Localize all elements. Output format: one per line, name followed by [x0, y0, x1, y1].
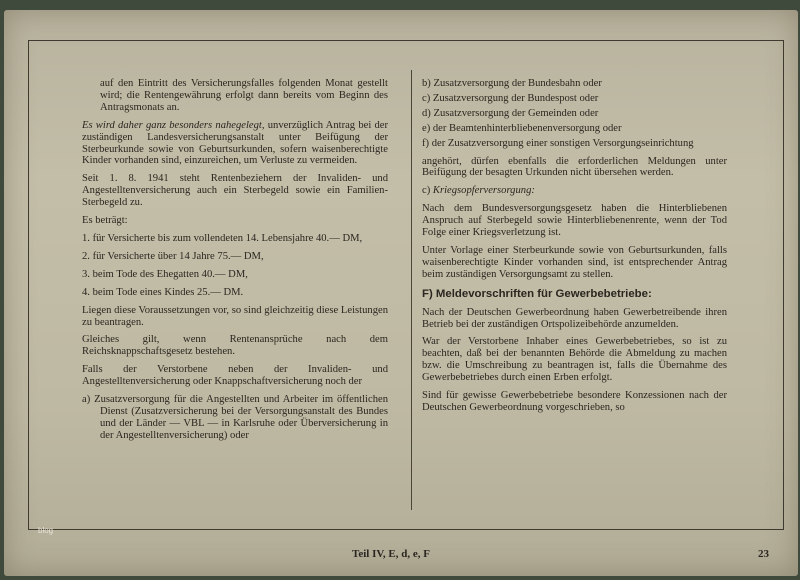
- left-column: [82, 78, 388, 448]
- list-item-c: c) Zusatzversorgung der Bundespost oder: [422, 92, 599, 104]
- right-paragraph-6: Sind für gewisse Gewerbebetriebe besondere Konzessionen nach der Deutschen Gewerbeordnung vorgeschrieben, so: [422, 390, 727, 413]
- left-paragraph-7: Falls der Verstorbene neben der Invaliden- und Angestelltenversicherung oder Knappschaftversicherung noch der: [82, 364, 388, 388]
- kriegsopfer-heading: [422, 185, 727, 197]
- column-divider: [411, 70, 412, 510]
- left-paragraph-5: Liegen diese Voraussetzungen vor, so sind gleichzeitig diese Leistungen zu beantragen.: [82, 304, 388, 328]
- kriegsopfer-title: Kriegsopferversorgung:: [432, 185, 535, 197]
- right-paragraph-5: War der Verstorbene Inhaber eines Gewerbebetriebes, so ist zu beachten, daß bei der benannten Behörde die Abmeldung zu machen bzw. die Umschreibung zu beantragen ist, falls die Übernahme des Gewerbebetriebes durch einen Erben erfolgt.: [422, 336, 727, 384]
- right-column: [422, 78, 727, 420]
- left-paragraph-4: Es beträgt:: [82, 215, 128, 227]
- left-paragraph-6: Gleiches gilt, wenn Rentenansprüche nach dem Reichsknappschaftsgesetz bestehen.: [82, 334, 388, 358]
- right-paragraph-3: Unter Vorlage einer Sterbeurkunde sowie von Geburtsurkunden, falls waisenberechtigte Kinder vorhanden sind, ist entsprechender Antrag beim zuständigen Versorgungsamt zu stellen.: [422, 244, 727, 280]
- left-paragraph-1: auf den Eintritt des Versicherungsfalles folgenden Monat gestellt wird; die Rentengewährung erfolgt dann bereits vom Beginn des Antragsmonats an.: [100, 78, 388, 113]
- right-paragraph-4: Nach der Deutschen Gewerbeordnung haben Gewerbetreibende ihren Betrieb bei der zuständigen Ortspolizeibehörde anzumelden.: [422, 306, 727, 330]
- left-paragraph-3: Seit 1. 8. 1941 steht Rentenbeziehern der Invaliden- und Angestelltenversicherung auch ein Sterbegeld sowie ein Familien-Sterbegeld zu.: [82, 173, 388, 209]
- list-item-d: d) Zusatzversorgung der Gemeinden oder: [422, 107, 599, 119]
- kriegsopfer-label: c): [422, 185, 433, 197]
- list-item: 3. beim Tode des Ehegatten 40.— DM,: [82, 268, 248, 280]
- list-item: 1. für Versicherte bis zum vollendeten 14. Lebensjahre 40.— DM,: [82, 232, 363, 244]
- section-heading-f: F) Meldevorschriften für Gewerbebetriebe:: [422, 287, 652, 300]
- list-item: 4. beim Tode eines Kindes 25.— DM.: [82, 286, 244, 298]
- right-paragraph-2: Nach dem Bundesversorgungsgesetz haben die Hinterbliebenen Anspruch auf Sterbegeld sowie Hinterbliebenenrente, wenn der Tod Folge einer Kriegsverletzung ist.: [422, 203, 727, 239]
- right-paragraph-1: angehört, dürfen ebenfalls die erforderlichen Meldungen unter Beifügung der besagten Urkunden nicht übersehen werden.: [422, 155, 727, 179]
- left-paragraph-2: [82, 120, 388, 168]
- emphasis-text: Es wird daher ganz besonders nahegelegt,: [82, 119, 265, 131]
- watermark: blog: [38, 526, 54, 535]
- list-item-a: a) Zusatzversorgung für die Angestellten und Arbeiter im öffentlichen Dienst (Zusatzversicherung bei der Versorgungsanstalt des Bundes und der Länder — VBL — in Karlsruhe oder Überversicherung in der Angestelltenversicherung) oder: [82, 394, 388, 441]
- list-item: 2. für Versicherte über 14 Jahre 75.— DM,: [82, 250, 264, 262]
- left-paragraph-2-rest: unverzüglich Antrag bei der zuständigen Landesversicherungsanstalt unter Beifügung der Sterbeurkunde sowie von Geburtsurkunden, sofern waisenberechtigte Kinder vorhanden sind, einzureichen, um Verluste zu vermeiden.: [82, 119, 388, 167]
- footer-section-label: Teil IV, E, d, e, F: [352, 548, 430, 560]
- list-item-f: f) der Zusatzversorgung einer sonstigen Versorgungseinrichtung: [422, 137, 694, 149]
- list-item-e: e) der Beamtenhinterbliebenenversorgung oder: [422, 122, 622, 134]
- page-number: 23: [758, 548, 769, 560]
- list-item-b: b) Zusatzversorgung der Bundesbahn oder: [422, 78, 602, 89]
